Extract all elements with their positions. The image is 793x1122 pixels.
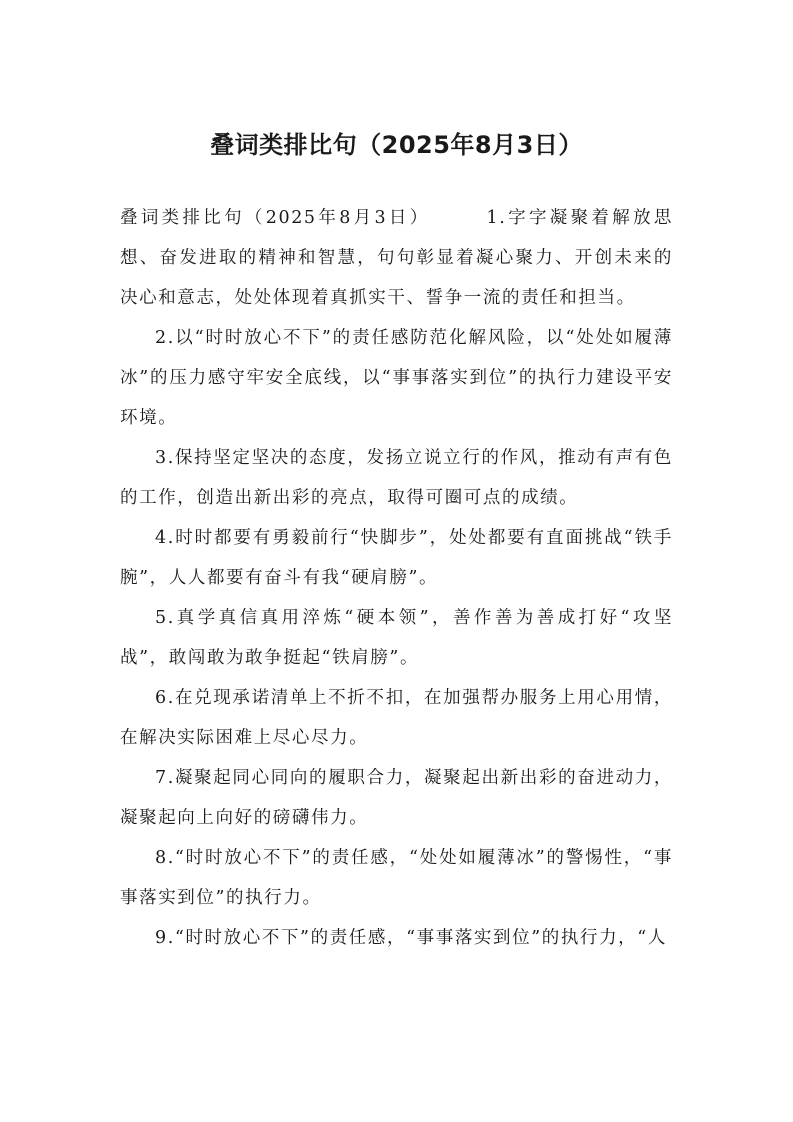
paragraph-7: 7.凝聚起同心同向的履职合力，凝聚起出新出彩的奋进动力，凝聚起向上向好的磅礴伟力。	[120, 768, 673, 828]
paragraph-2: 2.以“时时放心不下”的责任感防范化解风险，以“处处如履薄冰”的压力感守牢安全底线，以“事事落实到位”的执行力建设平安环境。	[120, 328, 673, 428]
document-body	[120, 198, 673, 958]
paragraph-1	[120, 198, 673, 318]
paragraph-3: 3.保持坚定坚决的态度，发扬立说立行的作风，推动有声有色的工作，创造出新出彩的亮点，取得可圈可点的成绩。	[120, 448, 673, 508]
paragraph-4: 4.时时都要有勇毅前行“快脚步”，处处都要有直面挑战“铁手腕”，人人都要有奋斗有我“硬肩膀”。	[120, 528, 673, 588]
paragraph-8: 8.“时时放心不下”的责任感，“处处如履薄冰”的警惕性，“事事落实到位”的执行力。	[120, 848, 673, 908]
paragraph-9: 9.“时时放心不下”的责任感，“事事落实到位”的执行力，“人	[155, 928, 667, 948]
paragraph-6: 6.在兑现承诺清单上不折不扣，在加强帮办服务上用心用情，在解决实际困难上尽心尽力。	[120, 688, 673, 748]
paragraph-1-text: 1.字字凝聚着解放思想、奋发进取的精神和智慧，句句彰显着凝心聚力、开创未来的决心和意志，处处体现着真抓实干、誓争一流的责任和担当。	[120, 208, 673, 308]
paragraph-5: 5.真学真信真用淬炼“硬本领”，善作善为善成打好“攻坚战”，敢闯敢为敢争挺起“铁肩膀”。	[120, 608, 673, 668]
document-title: 叠词类排比句（2025年8月3日）	[210, 131, 583, 159]
intro-heading: 叠词类排比句（2025年8月3日）	[120, 208, 431, 228]
